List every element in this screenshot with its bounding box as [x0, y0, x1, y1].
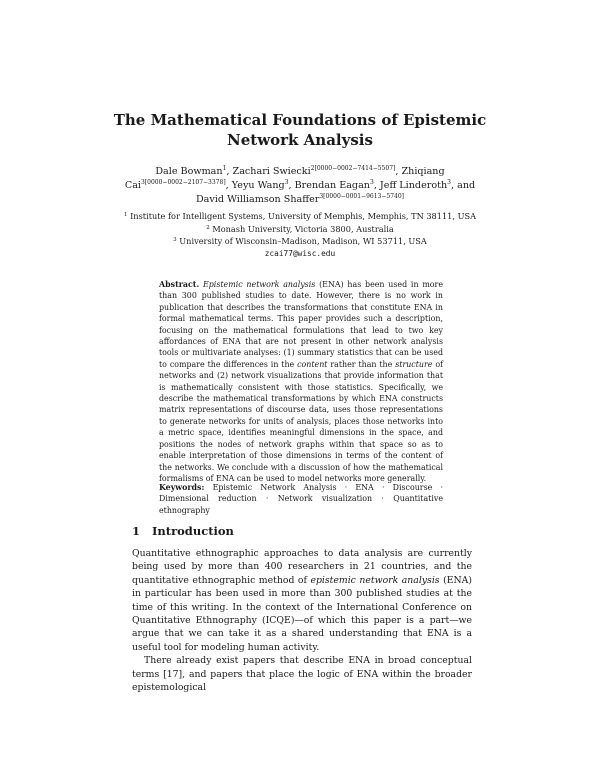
title-line-1: The Mathematical Foundations of Epistemic	[113, 111, 487, 129]
author-affil-mark: 3[0000−0002−2107−3378]	[141, 179, 226, 186]
author-affil-mark: 3	[369, 179, 374, 186]
author-name: Zachari Swiecki	[232, 166, 311, 177]
author-name: Jeff Linderoth	[379, 180, 448, 191]
abstract-label: Abstract.	[159, 280, 200, 289]
contact-email[interactable]: zcai77@wisc.edu	[264, 248, 336, 258]
abstract-structure-word: structure	[395, 359, 433, 369]
affiliation-item: $^1$ Institute for Intelligent Systems, University of Memphis, Memphis, TN 38111, USA	[123, 211, 477, 221]
affiliation-item: $^2$ Monash University, Victoria 3800, Australia	[206, 223, 394, 234]
author-affil-mark: 1	[222, 165, 227, 172]
abstract-ena-term: Epistemic network analysis	[203, 280, 316, 289]
author-name: Brendan Eagan	[294, 180, 370, 191]
title-line-2: Network Analysis	[227, 131, 373, 149]
author-name: Dale Bowman	[155, 166, 223, 177]
affiliation-item: $^3$ University of Wisconsin–Madison, Madison, WI 53711, USA	[173, 236, 427, 246]
author-affil-mark: 3	[447, 179, 451, 186]
author-affil-mark: 2[0000−0002−7414−5507]	[310, 165, 396, 172]
keywords-label: Keywords:	[159, 483, 205, 492]
author-affil-mark: 3[0000−0001−9613−5740]	[319, 193, 405, 200]
section-heading	[132, 524, 234, 538]
abstract-text-2: rather than the	[327, 359, 396, 369]
abstract-content-word: content	[297, 359, 328, 369]
affiliation-list	[110, 210, 490, 260]
abstract-text-3: of networks and (2) network visualizations that provide information that is mathematically consistent with those statistics. Specifically, we describe the mathematical transformations by which ENA constructs matrix representations of discourse data, uses those representations to generate networks for units of analysis, places those networks into a metric space, identifies meaningful dimensions in the space, and positions the nodes of network graphs within that space so as to enable interpretation of those dimensions in terms of the content of the networks. We conclude with a discussion of how the mathematical formalisms of ENA can be used to model networks more generally.	[159, 359, 443, 483]
paper-title	[100, 110, 500, 150]
abstract-text-1: (ENA) has been used in more than 300 published studies to date. However, there is no work in publication that describes the transformations that constitute ENA in formal mathematical terms. This paper provides such a description, focusing on the mathematical formulations that lead to two key affordances of ENA that are not present in other network analysis tools or multivariate analyses: (1) summary statistics that can be used to compare the differences in the	[159, 280, 443, 369]
intro-ena-term: epistemic network analysis	[310, 574, 440, 586]
author-conjunction: and	[457, 180, 476, 191]
author-name: David Williamson Shaffer	[195, 194, 320, 205]
abstract	[159, 279, 443, 484]
author-list: Dale Bowman$^1$, Zachari Swiecki$^{2[0000-0002-7414-5507]}$, Zhiqiang Cai$^{3[0000-0002-2107-3378]}$, Yeyu Wang$^3$, Brendan Eagan$^3$, Jeff Linderoth$^3$, and David Williamson Shaffer$^{3[0000-0001-9613-5740]}$	[124, 165, 476, 205]
intro-paragraph-1: Quantitative ethnographic approaches to data analysis are currently being used by more than 400 researchers in 21 countries, and the quantitative ethnographic method of epistemic network analysis (ENA) in particular has been used in more than 300 published studies at the time of this writing. In the context of the International Conference on Quantitative Ethnography (ICQE)—of which this paper is a part—we argue that we can take it as a shared understanding that ENA is a useful tool for modeling human activity.	[132, 548, 472, 653]
author-name: Yeyu Wang	[231, 180, 285, 191]
section-number: 1	[132, 524, 141, 538]
intro-paragraph-2: There already exist papers that describe ENA in broad conceptual terms [17], and papers that place the logic of ENA within the broader epistemological	[132, 655, 472, 694]
keywords-text: Epistemic Network Analysis · ENA · Discourse · Dimensional reduction · Network visualization · Quantitative ethnography	[159, 483, 443, 515]
introduction-body	[132, 547, 472, 694]
keywords	[159, 482, 443, 516]
author-affil-mark: 3	[284, 179, 289, 186]
section-title: Introduction	[152, 524, 234, 538]
author-name: Zhiqiang Cai	[124, 166, 445, 191]
